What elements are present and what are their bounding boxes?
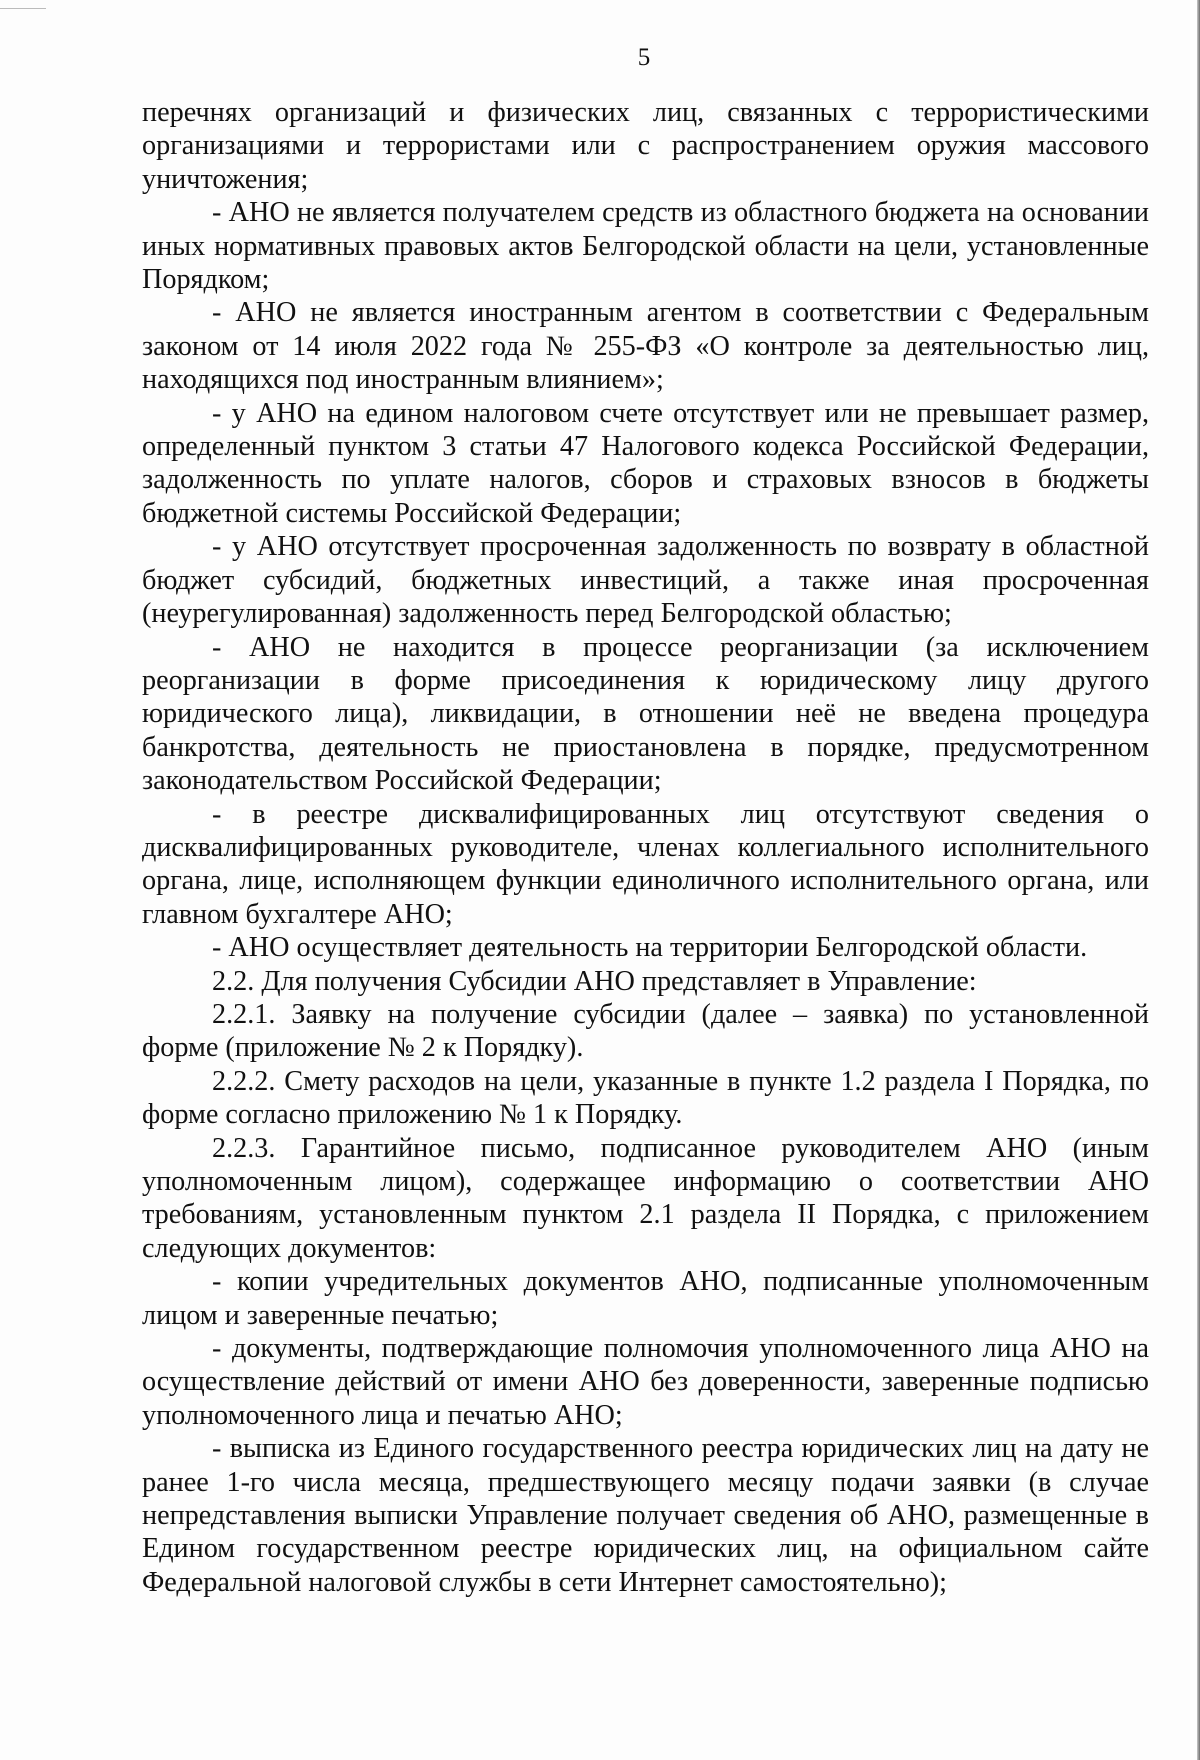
paragraph-doc-charter-copies: - копии учредительных документов АНО, подписанные уполномоченным лицом и заверенные печатью; xyxy=(142,1266,1149,1331)
paragraph-requirement-reorganization: - АНО не находится в процессе реорганизации (за исключением реорганизации в форме присоединения к юридическому лицу другого юридического лица), ликвидации, в отношении неё не введена процедура банкротства, деятельность не приостановлена в порядке, предусмотренном законодательством Российской Федерации; xyxy=(142,631,1149,797)
paragraph-requirement-overdue-debt: - у АНО отсутствует просроченная задолженность по возврату в областной бюджет субсидий, бюджетных инвестиций, а также иная просроченная (неурегулированная) задолженность перед Белгородской областью; xyxy=(142,531,1149,630)
page-number: 5 xyxy=(637,44,651,71)
paragraph-2-2-3: 2.2.3. Гарантийное письмо, подписанное руководителем АНО (иным уполномоченным лицом), содержащее информацию о соответствии АНО требованиям, установленным пунктом 2.1 раздела II Порядка, с приложением следующих документов: xyxy=(142,1132,1149,1264)
paragraph-requirement-no-budget-funds: - АНО не является получателем средств из областного бюджета на основании иных нормативных правовых актов Белгородской области на цели, установленные Порядком; xyxy=(142,197,1149,296)
paragraph-requirement-territory: - АНО осуществляет деятельность на территории Белгородской области. xyxy=(212,932,1088,964)
paragraph-continuation: перечнях организаций и физических лиц, связанных с террористическими организациями и террористами или с распространением оружия массового уничтожения; xyxy=(142,97,1149,195)
paragraph-doc-egrul-extract: - выписка из Единого государственного реестра юридических лиц на дату не ранее 1-го числа месяца, предшествующего месяцу подачи заявки (в случае непредставления выписки Управление получает сведения об АНО, размещенные в Едином государственном реестре юридических лиц, на официальном сайте Федеральной налоговой службы в сети Интернет самостоятельно); xyxy=(142,1433,1149,1598)
scan-edge-mark xyxy=(0,0,46,9)
document-body xyxy=(142,96,1149,1599)
paragraph-2-2-1: 2.2.1. Заявку на получение субсидии (далее – заявка) по установленной форме (приложение № 2 к Порядку). xyxy=(142,998,1149,1064)
paragraph-doc-authority: - документы, подтверждающие полномочия уполномоченного лица АНО на осуществление действий от имени АНО без доверенности, заверенные подписью уполномоченного лица и печатью АНО; xyxy=(142,1333,1149,1431)
paragraph-2-2-2: 2.2.2. Смету расходов на цели, указанные в пункте 1.2 раздела I Порядка, по форме согласно приложению № 1 к Порядку. xyxy=(142,1065,1149,1131)
paragraph-2-2: 2.2. Для получения Субсидии АНО представляет в Управление: xyxy=(212,965,977,997)
paragraph-requirement-not-foreign-agent: - АНО не является иностранным агентом в соответствии с Федеральным законом от 14 июля 2022 года № 255-ФЗ «О контроле за деятельностью лиц, находящихся под иностранным влиянием»; xyxy=(142,297,1149,396)
paragraph-requirement-disqualified-persons: - в реестре дисквалифицированных лиц отсутствуют сведения о дисквалифицированных руководителе, членах коллегиального исполнительного органа, лице, исполняющем функции единоличного исполнительного органа, или главном бухгалтере АНО; xyxy=(142,798,1149,930)
paragraph-requirement-tax-debt: - у АНО на едином налоговом счете отсутствует или не превышает размер, определенный пунктом 3 статьи 47 Налогового кодекса Российской Федерации, задолженность по уплате налогов, сборов и страховых взносов в бюджеты бюджетной системы Российской Федерации; xyxy=(142,397,1149,529)
